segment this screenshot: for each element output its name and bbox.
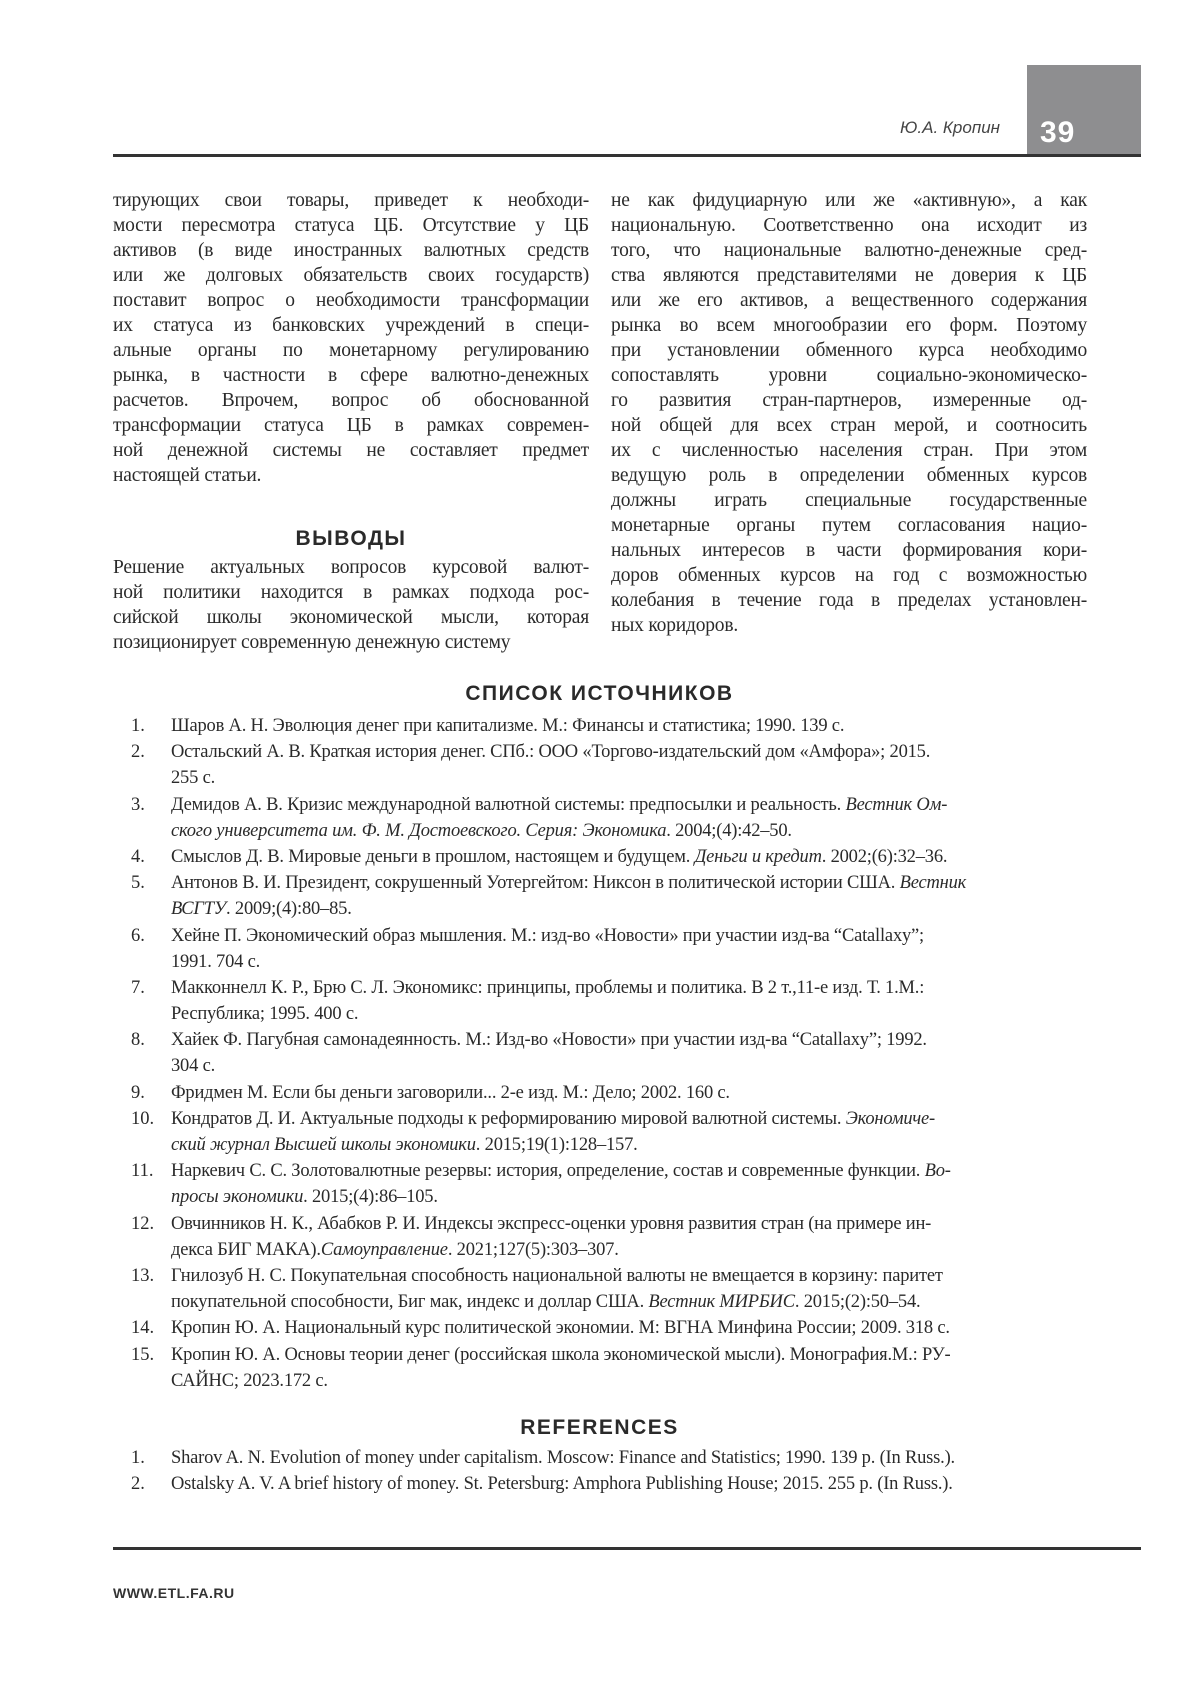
- text-line: го развития стран-партнеров, измеренные од-: [611, 388, 1087, 413]
- reference-journal: Вестник МИРБИС: [648, 1292, 794, 1312]
- reference-line: [171, 1053, 1086, 1079]
- reference-journal: ВСГТУ: [171, 899, 226, 919]
- reference-journal: Вестник Ом-: [845, 795, 947, 815]
- reference-text: Фридмен М. Если бы деньги заговорили... 2-е изд. М.: Дело; 2002. 160 с.: [171, 1083, 730, 1103]
- reference-item: [113, 1211, 1086, 1263]
- text-line: позиционирует современную денежную систему: [113, 630, 589, 655]
- reference-text: 1991. 704 с.: [171, 952, 260, 972]
- reference-line: [171, 713, 1086, 739]
- reference-number: 6.: [131, 923, 145, 949]
- reference-line: [171, 1471, 1086, 1497]
- left-paragraph-1: [113, 188, 589, 488]
- reference-text: . 2015;(2):50–54.: [795, 1292, 921, 1312]
- reference-text: САЙНС; 2023.172 с.: [171, 1371, 328, 1391]
- text-line: сийской школы экономической мысли, которая: [113, 605, 589, 630]
- reference-text: Макконнелл К. Р., Брю С. Л. Экономикс: принципы, проблемы и политика. В 2 т.,11-е изд. Т. 1.М.:: [171, 978, 924, 998]
- text-line: национальную. Соответственно она исходит из: [611, 213, 1087, 238]
- sources-heading: СПИСОК ИСТОЧНИКОВ: [113, 682, 1086, 706]
- reference-line: [171, 1001, 1086, 1027]
- reference-text: Гнилозуб Н. С. Покупательная способность национальной валюты не вмещается в корзину: паритет: [171, 1266, 943, 1286]
- reference-text: . 2009;(4):80–85.: [226, 899, 352, 919]
- left-column: [113, 188, 589, 488]
- reference-number: 10.: [131, 1106, 154, 1132]
- reference-line: [171, 1211, 1086, 1237]
- reference-text: декса БИГ МАКА).: [171, 1240, 321, 1260]
- reference-text: . 2004;(4):42–50.: [666, 821, 792, 841]
- text-line: сопоставлять уровни социально-экономическо-: [611, 363, 1087, 388]
- reference-text: Хайек Ф. Пагубная самонадеянность. М.: Изд-во «Новости» при участии изд-ва “Catallaxy”; 1992.: [171, 1030, 927, 1050]
- reference-line: [171, 1237, 1086, 1263]
- references-heading: REFERENCES: [113, 1416, 1086, 1440]
- left-column-lower: [113, 555, 589, 655]
- reference-text: . 2021;127(5):303–307.: [448, 1240, 619, 1260]
- text-line: настоящей статьи.: [113, 463, 589, 488]
- reference-number: 15.: [131, 1342, 154, 1368]
- right-column: [611, 188, 1087, 638]
- reference-number: 14.: [131, 1315, 154, 1341]
- reference-line: [171, 1080, 1086, 1106]
- reference-text: . 2015;19(1):128–157.: [476, 1135, 638, 1155]
- text-line: трансформации статуса ЦБ в рамках современ-: [113, 413, 589, 438]
- reference-text: Овчинников Н. К., Абабков Р. И. Индексы экспресс-оценки уровня развития стран (на примере ин-: [171, 1214, 931, 1234]
- reference-number: 8.: [131, 1027, 145, 1053]
- text-line: тирующих свои товары, приведет к необходи-: [113, 188, 589, 213]
- reference-line: [171, 765, 1086, 791]
- reference-line: [171, 870, 1086, 896]
- reference-line: [171, 949, 1086, 975]
- reference-number: 1.: [131, 1445, 145, 1471]
- reference-line: [171, 1368, 1086, 1394]
- reference-text: Кропин Ю. А. Национальный курс политической экономии. М: ВГНА Минфина России; 2009. 318 с.: [171, 1318, 950, 1338]
- reference-line: [171, 1027, 1086, 1053]
- text-line: Решение актуальных вопросов курсовой валют-: [113, 555, 589, 580]
- right-paragraph: [611, 188, 1087, 638]
- reference-text: Республика; 1995. 400 с.: [171, 1004, 358, 1024]
- reference-text: Смыслов Д. В. Мировые деньги в прошлом, настоящем и будущем.: [171, 847, 695, 867]
- reference-number: 7.: [131, 975, 145, 1001]
- text-line: мости пересмотра статуса ЦБ. Отсутствие у ЦБ: [113, 213, 589, 238]
- reference-text: Демидов А. В. Кризис международной валютной системы: предпосылки и реальность.: [171, 795, 845, 815]
- reference-line: [171, 1315, 1086, 1341]
- reference-journal: Самоуправление: [321, 1240, 448, 1260]
- reference-number: 5.: [131, 870, 145, 896]
- text-line: расчетов. Впрочем, вопрос об обоснованной: [113, 388, 589, 413]
- reference-text: Кондратов Д. И. Актуальные подходы к реформированию мировой валютной системы.: [171, 1109, 846, 1129]
- text-line: колебания в течение года в пределах установлен-: [611, 588, 1087, 613]
- reference-text: Ostalsky A. V. A brief history of money. St. Petersburg: Amphora Publishing House; 2015. 255 p. (In Russ.).: [171, 1474, 953, 1494]
- reference-item: [113, 870, 1086, 922]
- reference-text: Sharov A. N. Evolution of money under capitalism. Moscow: Finance and Statistics; 1990. 139 p. (In Russ.).: [171, 1448, 955, 1468]
- text-line: ной политики находится в рамках подхода рос-: [113, 580, 589, 605]
- text-line: или же долговых обязательств своих государств): [113, 263, 589, 288]
- reference-text: Наркевич С. С. Золотовалютные резервы: история, определение, состав и современные функции.: [171, 1161, 925, 1181]
- reference-item: [113, 1106, 1086, 1158]
- reference-line: [171, 818, 1086, 844]
- reference-line: [171, 1158, 1086, 1184]
- text-line: рынка во всем многообразии его форм. Поэтому: [611, 313, 1087, 338]
- text-line: должны играть специальные государственные: [611, 488, 1087, 513]
- reference-item: [113, 1445, 1086, 1471]
- reference-journal: Вестник: [900, 873, 967, 893]
- reference-number: 13.: [131, 1263, 154, 1289]
- text-line: ной общей для всех стран мерой, и соотносить: [611, 413, 1087, 438]
- reference-journal: просы экономики: [171, 1187, 303, 1207]
- reference-text: 304 с.: [171, 1056, 215, 1076]
- reference-item: [113, 1027, 1086, 1079]
- reference-journal: ского университета им. Ф. М. Достоевского. Серия: Экономика: [171, 821, 666, 841]
- text-line: альные органы по монетарному регулированию: [113, 338, 589, 363]
- footer-rule: [113, 1547, 1141, 1550]
- reference-text: 255 с.: [171, 768, 215, 788]
- reference-item: [113, 1315, 1086, 1341]
- reference-line: [171, 1342, 1086, 1368]
- reference-item: [113, 975, 1086, 1027]
- reference-item: [113, 713, 1086, 739]
- reference-line: [171, 896, 1086, 922]
- reference-item: [113, 792, 1086, 844]
- reference-text: Кропин Ю. А. Основы теории денег (российская школа экономической мысли). Монография.М.: РУ-: [171, 1345, 950, 1365]
- reference-item: [113, 844, 1086, 870]
- text-line: ных коридоров.: [611, 613, 1087, 638]
- text-line: ной денежной системы не составляет предмет: [113, 438, 589, 463]
- reference-item: [113, 1158, 1086, 1210]
- reference-journal: ский журнал Высшей школы экономики: [171, 1135, 476, 1155]
- text-line: при установлении обменного курса необходимо: [611, 338, 1087, 363]
- reference-text: . 2015;(4):86–105.: [303, 1187, 438, 1207]
- left-paragraph-2: [113, 555, 589, 655]
- reference-line: [171, 1132, 1086, 1158]
- text-line: их с численностью населения стран. При этом: [611, 438, 1087, 463]
- text-line: ства являются представителями не доверия к ЦБ: [611, 263, 1087, 288]
- reference-text: Шаров А. Н. Эволюция денег при капитализме. М.: Финансы и статистика; 1990. 139 с.: [171, 716, 844, 736]
- reference-number: 4.: [131, 844, 145, 870]
- reference-journal: Во-: [925, 1161, 951, 1181]
- reference-number: 11.: [131, 1158, 153, 1184]
- running-header-author: Ю.А. Кропин: [900, 118, 1000, 138]
- reference-item: [113, 923, 1086, 975]
- text-line: или же его активов, а вещественного содержания: [611, 288, 1087, 313]
- reference-item: [113, 1263, 1086, 1315]
- reference-text: покупательной способности, Биг мак, индекс и доллар США.: [171, 1292, 648, 1312]
- reference-line: [171, 1289, 1086, 1315]
- text-line: доров обменных курсов на год с возможностью: [611, 563, 1087, 588]
- text-line: не как фидуциарную или же «активную», а как: [611, 188, 1087, 213]
- reference-text: . 2002;(6):32–36.: [822, 847, 948, 867]
- reference-line: [171, 1263, 1086, 1289]
- reference-number: 1.: [131, 713, 145, 739]
- reference-number: 2.: [131, 739, 145, 765]
- footer-website: WWW.ETL.FA.RU: [113, 1585, 235, 1601]
- reference-number: 9.: [131, 1080, 145, 1106]
- text-line: поставит вопрос о необходимости трансформации: [113, 288, 589, 313]
- text-line: ведущую роль в определении обменных курсов: [611, 463, 1087, 488]
- reference-line: [171, 844, 1086, 870]
- reference-item: [113, 1342, 1086, 1394]
- text-line: рынка, в частности в сфере валютно-денежных: [113, 363, 589, 388]
- reference-item: [113, 1080, 1086, 1106]
- sources-list: [113, 713, 1086, 1394]
- conclusions-heading: ВЫВОДЫ: [113, 527, 589, 551]
- reference-line: [171, 923, 1086, 949]
- header-rule: [113, 154, 1141, 157]
- reference-line: [171, 739, 1086, 765]
- text-line: того, что национальные валютно-денежные сред-: [611, 238, 1087, 263]
- reference-text: Антонов В. И. Президент, сокрушенный Уотергейтом: Никсон в политической истории США.: [171, 873, 900, 893]
- reference-item: [113, 739, 1086, 791]
- reference-number: 2.: [131, 1471, 145, 1497]
- reference-line: [171, 1184, 1086, 1210]
- reference-item: [113, 1471, 1086, 1497]
- reference-text: Остальский А. В. Краткая история денег. СПб.: ООО «Торгово-издательский дом «Амфора»; 2015.: [171, 742, 930, 762]
- reference-line: [171, 1445, 1086, 1471]
- reference-number: 3.: [131, 792, 145, 818]
- text-line: монетарные органы путем согласования нацио-: [611, 513, 1087, 538]
- reference-journal: Деньги и кредит: [695, 847, 822, 867]
- references-list: [113, 1445, 1086, 1497]
- reference-journal: Экономиче-: [846, 1109, 935, 1129]
- text-line: активов (в виде иностранных валютных средств: [113, 238, 589, 263]
- text-line: нальных интересов в части формирования кори-: [611, 538, 1087, 563]
- page-number: 39: [1040, 116, 1075, 150]
- reference-line: [171, 1106, 1086, 1132]
- text-line: их статуса из банковских учреждений в специ-: [113, 313, 589, 338]
- reference-number: 12.: [131, 1211, 154, 1237]
- reference-line: [171, 792, 1086, 818]
- reference-text: Хейне П. Экономический образ мышления. М.: изд-во «Новости» при участии изд-ва “Catallaxy”;: [171, 926, 924, 946]
- reference-line: [171, 975, 1086, 1001]
